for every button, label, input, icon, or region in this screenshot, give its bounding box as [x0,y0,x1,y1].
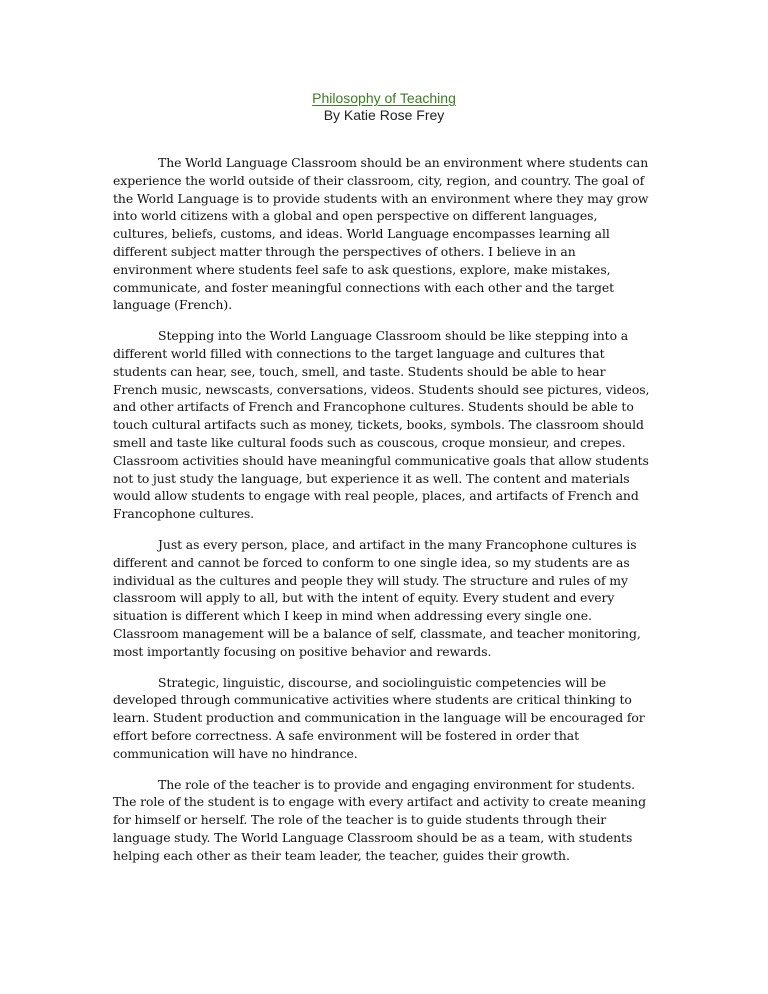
document-title [0,89,768,107]
paragraph-2: Stepping into the World Language Classroom should be like stepping into a different world filled with connections to the target language and cultures that students can hear, see, touch, smell, and taste. Students should be able to hear French music, newscasts, conversations, videos. Students should see pictures, videos, and other artifacts of French and Francophone cultures. Students should be able to touch cultural artifacts such as money, tickets, books, symbols. The classroom should smell and taste like cultural foods such as couscous, croque monsieur, and crepes. Classroom activities should have meaningful communicative goals that allow students not to just study the language, but experience it as well. The content and materials would allow students to engage with real people, places, and artifacts of French and Francophone cultures. [113,328,650,522]
paragraph-1: The World Language Classroom should be an environment where students can experience the world outside of their classroom, city, region, and country. The goal of the World Language is to provide students with an environment where they may grow into world citizens with a global and open perspective on different languages, cultures, beliefs, customs, and ideas. World Language encompasses learning all different subject matter through the perspectives of others. I believe in an environment where students feel safe to ask questions, explore, make mistakes, communicate, and foster meaningful connections with each other and the target language (French). [113,155,649,313]
paragraph-4: Strategic, linguistic, discourse, and sociolinguistic competencies will be developed through communicative activities where students are critical thinking to learn. Student production and communication in the language will be encouraged for effort before correctness. A safe environment will be fostered in order that communication will have no hindrance. [113,674,645,761]
document-title-text: Philosophy of Teaching [312,90,456,106]
document-byline: By Katie Rose Frey [323,107,445,123]
paragraph-3: Just as every person, place, and artifact in the many Francophone cultures is different and cannot be forced to conform to one single idea, so my students are as individual as the cultures and people they will study. The structure and rules of my classroom will apply to all, but with the intent of equity. Every student and every situation is different which I keep in mind when addressing every single one. Classroom management will be a balance of self, classmate, and teacher monitoring, most importantly focusing on positive behavior and rewards. [113,536,641,659]
paragraph-5: The role of the teacher is to provide and engaging environment for students. The role of the student is to engage with every artifact and activity to create meaning for himself or herself. The role of the teacher is to guide students through their language study. The World Language Classroom should be as a team, with students helping each other as their team leader, the teacher, guides their growth. [113,776,646,863]
document-body [113,154,653,877]
